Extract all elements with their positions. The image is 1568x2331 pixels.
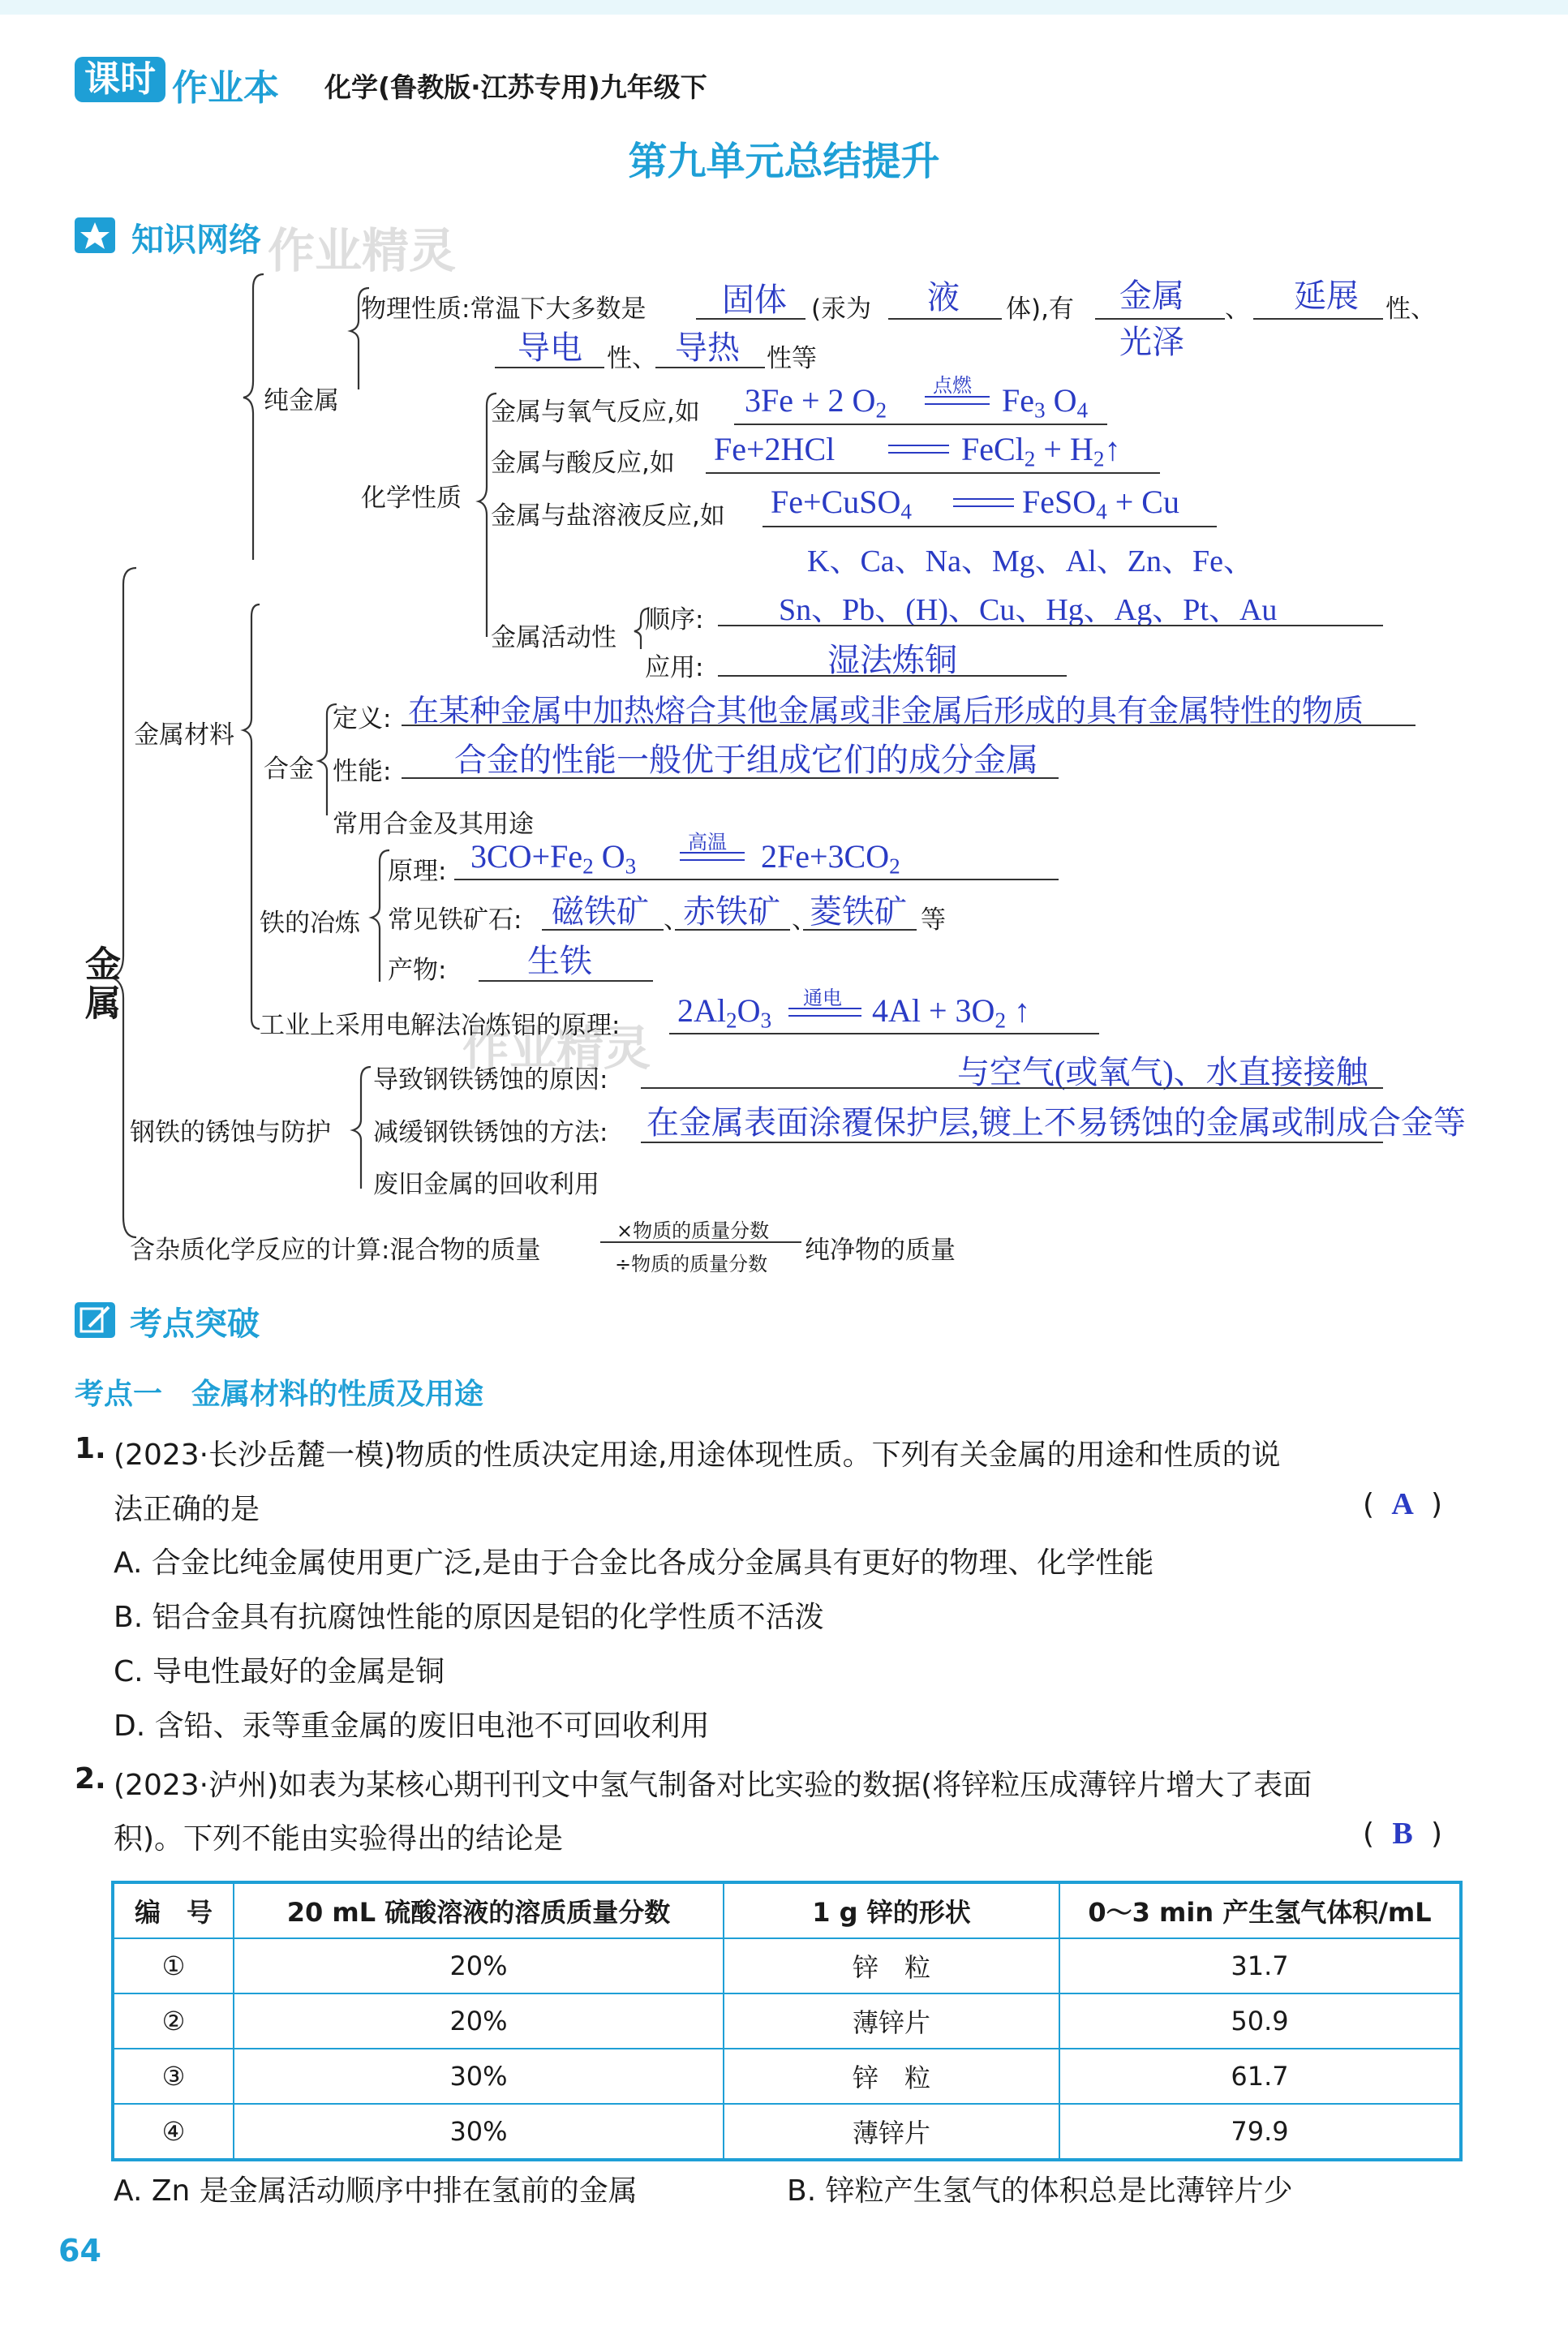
eq-fe-oxygen: 3Fe + 2 $O_2$ — [745, 382, 887, 423]
eq1-sign — [925, 396, 990, 405]
blank — [641, 1087, 1383, 1089]
q2-answer: ( B ) — [1363, 1817, 1443, 1851]
blank — [718, 675, 1067, 677]
calc-down: ÷物质的质量分数 — [615, 1253, 768, 1275]
node-alloy: 合金 — [264, 755, 314, 784]
order-line1: K、Ca、Na、Mg、Al、Zn、Fe、 — [807, 544, 1254, 578]
subject-info: 化学(鲁教版·江苏专用)九年级下 — [324, 71, 707, 103]
cell: 30% — [234, 2104, 724, 2160]
principle-label: 原理: — [388, 857, 447, 886]
node-corrosion: 钢铁的锈蚀与防护 — [130, 1118, 331, 1147]
eq-fe-acid: Fe+2HCl — [714, 431, 836, 467]
q2-stem-2: 积)。下列不能由实验得出的结论是 — [114, 1822, 564, 1856]
q2-option-a[interactable]: A. Zn 是金属活动顺序中排在氢前的金属 — [114, 2174, 638, 2208]
ore-magnetite: 磁铁矿 — [552, 893, 649, 930]
eq1-condition: 点燃 — [933, 374, 972, 397]
text-sep: 、 — [1225, 295, 1250, 324]
apply-answer: 湿法炼铜 — [827, 642, 957, 678]
table-row — [113, 1938, 1461, 1993]
table-row — [113, 2104, 1461, 2160]
table-header-row — [113, 1882, 1461, 1938]
page-number: 64 — [58, 2233, 101, 2269]
eq4-product: $2Fe+3CO_2$ — [761, 838, 900, 879]
cell: 31.7 — [1059, 1938, 1461, 1993]
cell: 20% — [234, 1938, 724, 1993]
cell: 锌 粒 — [724, 2049, 1059, 2104]
cell: ② — [113, 1993, 234, 2049]
page-title: 第九单元总结提升 — [628, 139, 940, 184]
q1-number: 1. — [75, 1432, 106, 1465]
th-volume: 0～3 min 产生氢气体积/mL — [1059, 1882, 1461, 1938]
cell: 30% — [234, 2049, 724, 2104]
apply-label: 应用: — [645, 653, 704, 682]
eq5-product: $4Al + 3O_2$ ↑ — [872, 992, 1031, 1033]
ore-label: 常见铁矿石: — [388, 905, 522, 935]
ans-metal: 金属 — [1119, 277, 1184, 314]
blank — [542, 929, 664, 931]
blank — [641, 1142, 1383, 1143]
ore-siderite: 菱铁矿 — [810, 893, 907, 930]
text-prop2: 性、 — [607, 344, 657, 373]
blank — [763, 526, 1217, 527]
q1-answer: ( A ) — [1363, 1487, 1443, 1521]
th-shape: 1 g 锌的形状 — [724, 1882, 1059, 1938]
pencil-icon — [75, 1302, 115, 1338]
cell: 薄锌片 — [724, 2104, 1059, 2160]
def-label: 定义: — [333, 704, 392, 733]
ans-thermal: 导热 — [675, 329, 740, 366]
eq1-product: $Fe_3$ $O_4$ — [1002, 382, 1089, 423]
blank — [402, 725, 1415, 726]
blank — [706, 472, 1160, 474]
section-title-knowledge: 知识网络 — [131, 221, 261, 259]
q1-stem-2: 法正确的是 — [114, 1493, 260, 1526]
ans-liquid: 液 — [927, 279, 960, 316]
blank — [454, 879, 1059, 880]
th-number: 编 号 — [113, 1882, 234, 1938]
section-title-exam: 考点突破 — [130, 1305, 260, 1343]
calc-up: ×物质的质量分数 — [616, 1219, 770, 1242]
blank — [696, 318, 805, 320]
cell: ① — [113, 1938, 234, 1993]
experiment-table — [111, 1881, 1463, 2161]
eq-co-reduce: $3CO+Fe_2$ $O_3$ — [470, 838, 637, 879]
def-answer: 在某种金属中加热熔合其他金属或非金属后形成的具有金属特性的物质 — [408, 695, 1364, 729]
watermark-2: 作业精灵 — [462, 1021, 651, 1076]
ans-ductile: 延展 — [1294, 277, 1359, 314]
ore-hematite: 赤铁矿 — [683, 893, 780, 930]
node-common-alloy: 常用合金及其用途 — [333, 810, 534, 839]
eq3-sign — [953, 498, 1014, 507]
text-mercury: (汞为 — [811, 295, 872, 324]
calc-text: 含杂质化学反应的计算:混合物的质量 — [130, 1236, 541, 1265]
chem-activity: 金属活动性 — [491, 623, 616, 652]
root-metal: 金属 — [79, 945, 120, 1023]
cell: ④ — [113, 2104, 234, 2160]
q1-option-d[interactable]: D. 含铅、汞等重金属的废旧电池不可回收利用 — [114, 1710, 710, 1743]
cell: ③ — [113, 2049, 234, 2104]
ore-sep1: 、 — [664, 905, 689, 935]
cell: 锌 粒 — [724, 1938, 1059, 1993]
q2-number: 2. — [75, 1762, 106, 1796]
blank — [675, 929, 790, 931]
node-chemical: 化学性质 — [361, 484, 462, 513]
blank — [402, 777, 1059, 779]
rust-cause-answer: 与空气(或氧气)、水直接接触 — [957, 1054, 1368, 1090]
chem-acid: 金属与酸反应,如 — [491, 449, 675, 478]
eq2-sign — [888, 445, 949, 454]
perf-answer: 合金的性能一般优于组成它们的成分金属 — [454, 742, 1038, 778]
logo-text: 课时 — [84, 58, 156, 100]
q2-option-b[interactable]: B. 锌粒产生氢气的体积总是比薄锌片少 — [787, 2174, 1293, 2208]
ans-solid: 固体 — [722, 282, 787, 318]
perf-label: 性能: — [333, 757, 392, 786]
cell: 79.9 — [1059, 2104, 1461, 2160]
cell: 61.7 — [1059, 2049, 1461, 2104]
q1-option-c[interactable]: C. 导电性最好的金属是铜 — [114, 1655, 445, 1688]
blank — [495, 367, 604, 368]
eq2-product: FeCl$_2$ + $H_2↑$ — [961, 431, 1121, 471]
node-iron-smelt: 铁的冶炼 — [260, 909, 360, 938]
blank — [888, 318, 1002, 320]
blank — [718, 625, 1383, 626]
product-answer: 生铁 — [527, 943, 592, 979]
eq5-condition: 通电 — [803, 987, 842, 1009]
table-row — [113, 2049, 1461, 2104]
text-prop: 性、 — [1385, 295, 1436, 324]
blank — [669, 1033, 1099, 1034]
node-materials: 金属材料 — [134, 720, 234, 750]
eq-fe-salt: Fe+CuSO$_4$ — [771, 484, 912, 524]
eq-al-electrolysis: $2Al_2O_3$ — [677, 992, 772, 1033]
watermark: 作业精灵 — [268, 223, 457, 278]
blank — [1253, 318, 1383, 320]
ans-luster: 光泽 — [1119, 324, 1184, 360]
q1-option-a[interactable]: A. 合金比纯金属使用更广泛,是由于合金比各成分金属具有更好的物理、化学性能 — [114, 1546, 1154, 1580]
rust-cause-label: 导致钢铁锈蚀的原因: — [373, 1065, 608, 1095]
rust-slow-answer: 在金属表面涂覆保护层,镀上不易锈蚀的金属或制成合金等 — [647, 1104, 1466, 1141]
cell: 20% — [234, 1993, 724, 2049]
text-etc: 性等 — [767, 344, 817, 373]
blank — [803, 929, 917, 931]
cell: 薄锌片 — [724, 1993, 1059, 2049]
chem-oxygen: 金属与氧气反应,如 — [491, 398, 700, 427]
node-physical: 物理性质:常温下大多数是 — [361, 295, 647, 324]
ore-sep2: 、 — [792, 905, 817, 935]
eq3-product: FeSO$_4$ + Cu — [1022, 484, 1179, 524]
kaodian-heading: 考点一 金属材料的性质及用途 — [75, 1378, 484, 1411]
eq5-sign — [788, 1008, 861, 1017]
q1-stem: (2023·长沙岳麓一模)物质的性质决定用途,用途体现性质。下列有关金属的用途和性质的说 — [114, 1439, 1281, 1472]
al-smelt: 工业上采用电解法冶炼铝的原理: — [260, 1011, 621, 1040]
blank — [734, 424, 1107, 425]
order-label: 顺序: — [645, 605, 704, 634]
blank — [479, 980, 653, 982]
eq4-sign — [680, 852, 745, 861]
ans-conductive: 导电 — [518, 329, 582, 366]
product-label: 产物: — [388, 956, 447, 985]
recycle: 废旧金属的回收利用 — [373, 1170, 599, 1199]
rust-slow-label: 减缓钢铁锈蚀的方法: — [373, 1118, 608, 1147]
chem-salt: 金属与盐溶液反应,如 — [491, 501, 725, 531]
ore-tail: 等 — [921, 905, 946, 935]
cell: 50.9 — [1059, 1993, 1461, 2049]
node-pure-metal: 纯金属 — [264, 386, 339, 415]
calc-arrow — [600, 1241, 801, 1243]
calc-tail: 纯净物的质量 — [805, 1236, 956, 1265]
eq4-condition: 高温 — [688, 831, 727, 854]
table-row — [113, 1993, 1461, 2049]
q1-option-b[interactable]: B. 铝合金具有抗腐蚀性能的原因是铝的化学性质不活泼 — [114, 1601, 824, 1634]
blank — [655, 367, 765, 368]
q2-stem: (2023·泸州)如表为某核心期刊刊文中氢气制备对比实验的数据(将锌粒压成薄锌片增大了表面 — [114, 1769, 1312, 1802]
series-name: 作业本 — [172, 67, 279, 109]
th-concentration: 20 mL 硫酸溶液的溶质质量分数 — [234, 1882, 724, 1938]
text-has: 体),有 — [1006, 295, 1074, 324]
order-line2: Sn、Pb、(H)、Cu、Hg、Ag、Pt、Au — [779, 593, 1278, 627]
